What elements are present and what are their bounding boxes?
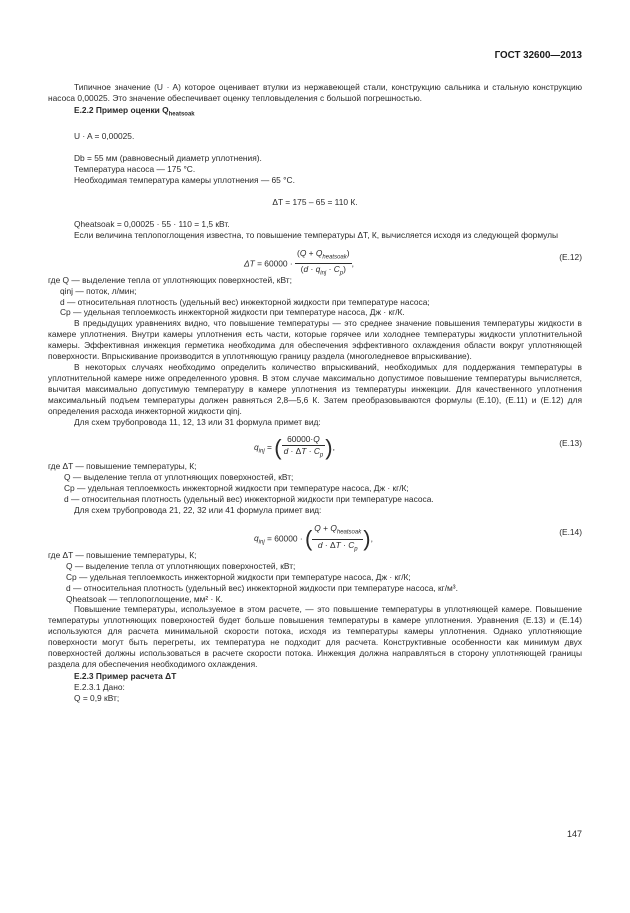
page-number: 147 [566,829,582,839]
section-e22-heading: Е.2.2 Пример оценки $Q_{heatsoak}$ [74,104,195,118]
pump-temperature: Температура насоса — 175 °С. [74,164,196,175]
definition-item: Q — выделение тепла от уплотняющих поверхностей, кВт; [66,560,296,571]
definition-item: d — относительная плотность (удельный вес) инжекторной жидкости при температуре насоса. [64,494,434,505]
temperature-rise-paragraph: Повышение температуры, используемое в этом расчете, — это повышение температуры в уплотняющей камере. Повышение температуры уплотняющих поверхностей будет больше повышения температуры в камере уплотнения. Уравнения (Е.13) и (Е.14) используются для расчета минимальной скорости потока, исходя из температуры камеры уплотнения. Однако уплотняющие поверхности могут быть перегреты, их температура не подходит для расчета. Конструктивные особенности как минимум двух поверхностей должны использоваться в расчете скорости потока. Инжекция должна направляться в сторону уплотняющей границы раздела для обеспечения необходимого охлаждения. [48,604,582,670]
definition-item: Q — выделение тепла от уплотняющих поверхностей, кВт; [64,472,294,483]
section-e231-given: Е.2.3.1 Дано: [74,681,125,692]
previous-equations-paragraph: В предыдущих уравнениях видно, что повышение температуры — это среднее значение повышения температуры жидкости в камере уплотнения. Внутри камеры уплотнения есть части, которые горячее или холоднее температуры жидкости уплотнительной камеры. Эффективная инжекция герметика необходима для обеспечения эффективного охлаждения области вокруг уплотняющей поверхности. Впрыскивание производится в уплотняющую границу раздела (многоледневое впрыскивание). [48,318,582,362]
definition-item: qinj — поток, л/мин; [60,285,137,296]
schemes-11-31-paragraph: Для схем трубопровода 11, 12, 13 или 31 формула примет вид: [74,416,321,427]
schemes-21-41-paragraph: Для схем трубопровода 21, 22, 32 или 41 формула примет вид: [74,505,322,516]
definition-item: Cp — удельная теплоемкость инжекторной жидкости при температуре насоса, Дж · кг/К. [60,307,405,318]
definition-item: d — относительная плотность (удельный вес) инжекторной жидкости при температуре насоса, кг/м³. [66,582,458,593]
definitions-e12 [48,275,582,319]
definition-item: Cp — удельная теплоемкость инжекторной жидкости при температуре насоса, Дж · кг/К; [66,571,411,582]
document-code: ГОСТ 32600—2013 [494,50,582,61]
section-e23-heading: Е.2.3 Пример расчета ΔT [74,670,177,681]
formula-e13-number: (Е.13) [559,438,582,449]
definitions-e13 [48,461,582,505]
chamber-temperature: Необходимая температура камеры уплотнения — 65 °С. [74,175,295,186]
heatsoak-calc: Qheatsoak = 0,00025 · 55 · 110 = 1,5 кВт. [74,218,230,229]
formula-e13-expression: $q_{inj}$ = ( $\frac{60000\cdot Q}{d \cdot \Delta T \cdot C_p}$ ), [254,434,335,461]
formula-e12-expression: ΔT = 60000 · $\frac{(Q + Q_{heatsoak})}{(d \cdot q_{inj} \cdot C_p)}$ , [244,247,354,278]
q-given-value: Q = 0,9 кВт; [74,692,120,703]
ua-value: U · A = 0,00025. [74,131,135,142]
definitions-e14 [48,550,582,605]
known-heatsoak-paragraph: Если величина теплопоглощения известна, то повышение температуры ΔT, К, вычисляется исходя из следующей формулы [74,229,559,240]
page-content [48,82,582,704]
formula-e13 [48,430,582,461]
definition-item: Cp — удельная теплоемкость инжекторной жидкости при температуре насоса, Дж · кг/К; [64,483,409,494]
definition-item: где Q — выделение тепла от уплотняющих поверхностей, кВт; [48,274,292,285]
formula-e14 [48,519,582,553]
formula-e12 [48,244,582,278]
formula-e12-number: (Е.12) [559,251,582,262]
delta-t-calc: ΔT = 175 – 65 = 110 К. [272,197,358,208]
definition-item: где ΔT — повышение температуры, К; [48,461,197,472]
definition-item: Qheatsoak — теплопоглощение, мм² · К. [66,593,223,604]
seal-diameter: Db = 55 мм (равновесный диаметр уплотнения). [74,153,262,164]
formula-e14-expression: $q_{inj} = 60000$ · ( $\frac{Q + Q_{heatsoak}}{d \cdot \Delta T \cdot C_p}$ ), [254,522,373,553]
formula-e14-number: (Е.14) [559,526,582,537]
definition-item: d — относительная плотность (удельный вес) инжекторной жидкости при температуре насоса; [60,296,430,307]
definition-item: где ΔT — повышение температуры, К; [48,549,197,560]
injection-count-paragraph: В некоторых случаях необходимо определить количество впрыскиваний, необходимых для поддержания температуры в уплотнительной камере ниже определенного уровня. В этом случае максимально допустимое повышение температуры вычисляется, вычитая максимально допустимую температуру в камере уплотнения из температуры инжекции. Для качественного уплотнения максимальный подъем температуры должен равняться 2,8—5,6 К. Затем преобразовываются формулы (Е.10), (Е.11) и (Е.12) для определения расхода инжекторной жидкости qinj. [48,361,582,416]
intro-paragraph: Типичное значение (U · A) которое оценивает втулки из нержавеющей стали, конструкцию сальника и стальную конструкцию насоса 0,00025. Это значение обеспечивает оценку тепловыделения с большой погрешностью. [48,82,582,103]
